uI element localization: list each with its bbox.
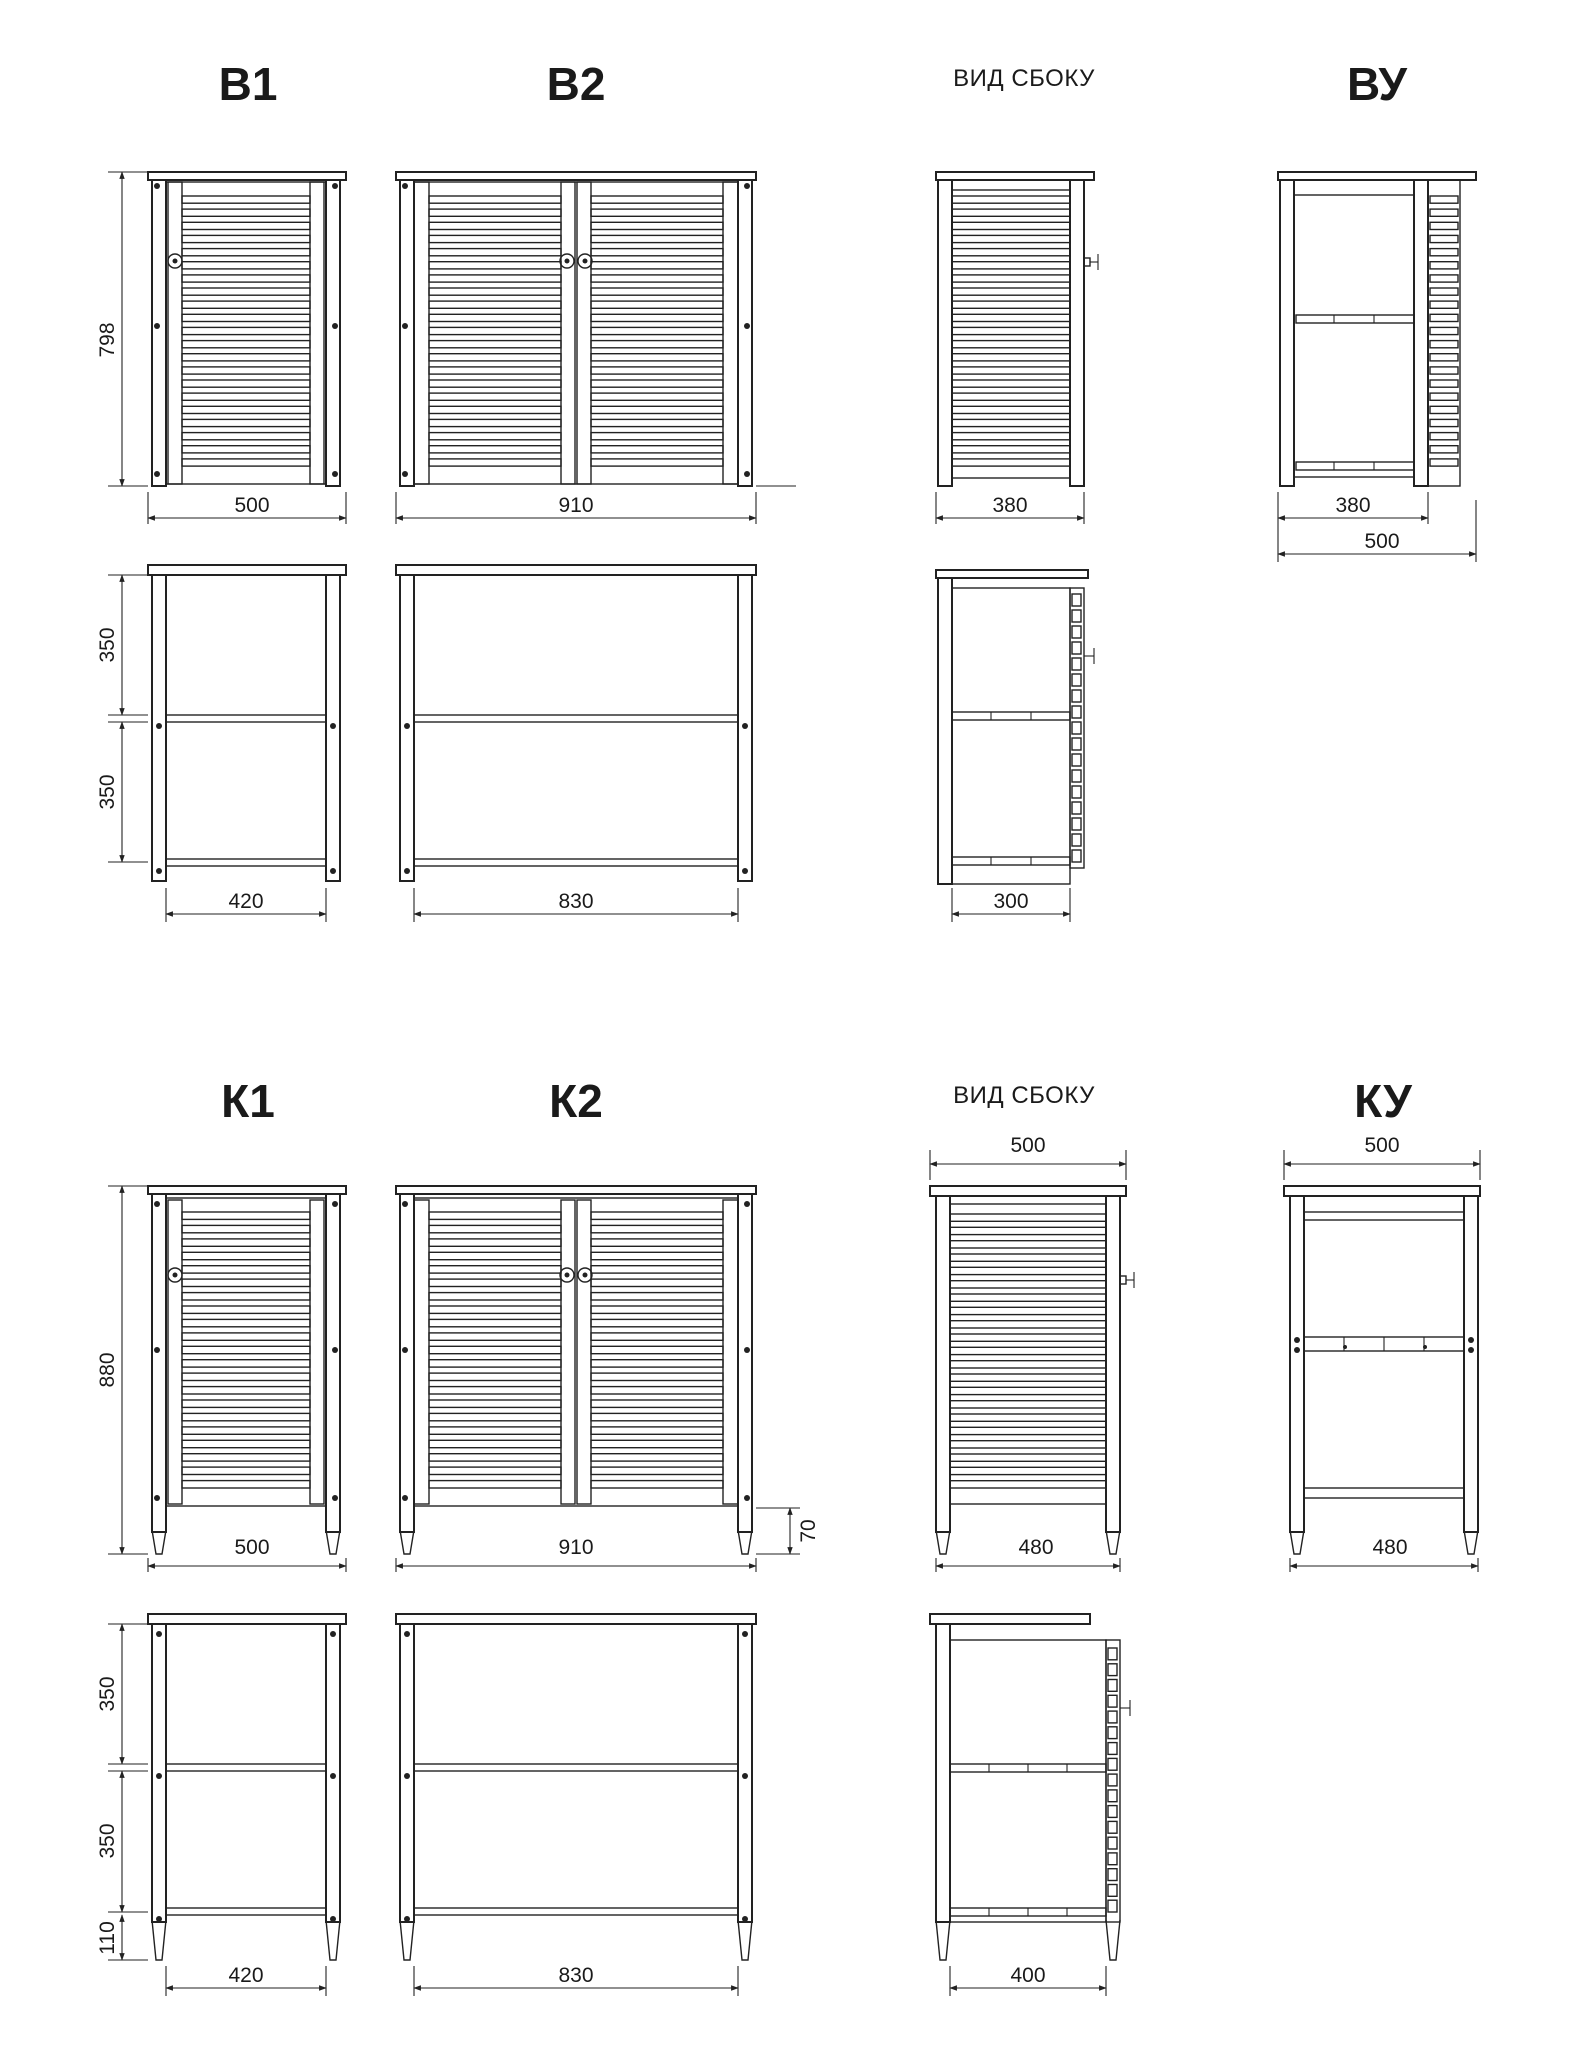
svg-text:420: 420 bbox=[228, 890, 264, 913]
dimension-b2-inner-830 bbox=[414, 888, 738, 922]
title-b2: В2 bbox=[546, 58, 606, 110]
dimension-b2-width-910 bbox=[396, 492, 756, 524]
dimension-shelf-lower-350 bbox=[96, 722, 148, 862]
dimension-k-shelf-lower-350 bbox=[96, 1771, 148, 1912]
side-view-bottom-section bbox=[930, 1614, 1130, 1960]
svg-text:830: 830 bbox=[558, 1964, 594, 1987]
cabinet-b2-front bbox=[396, 172, 796, 486]
svg-text:400: 400 bbox=[1010, 1964, 1046, 1987]
cabinet-ku-corner bbox=[1284, 1186, 1480, 1554]
dimension-leg-height-70 bbox=[756, 1508, 820, 1554]
svg-text:350: 350 bbox=[96, 627, 119, 663]
svg-text:910: 910 bbox=[558, 494, 594, 517]
title-corner-vu: ВУ bbox=[1346, 58, 1408, 110]
dimension-vu-width-500 bbox=[1278, 500, 1476, 562]
dimension-b1-inner-420 bbox=[166, 888, 326, 922]
dimension-side-inner-400 bbox=[950, 1964, 1106, 1996]
dimension-shelf-upper-350 bbox=[96, 575, 148, 715]
svg-text:350: 350 bbox=[96, 1676, 119, 1712]
dimension-k2-inner-830 bbox=[414, 1964, 738, 1996]
side-view-top-doors bbox=[936, 172, 1098, 486]
dimension-ku-width-480 bbox=[1290, 1536, 1478, 1572]
side-view-top-section bbox=[936, 570, 1094, 884]
svg-text:70: 70 bbox=[797, 1519, 820, 1543]
svg-text:480: 480 bbox=[1372, 1536, 1408, 1559]
title-side-view-bottom: ВИД СБОКУ bbox=[953, 1082, 1095, 1109]
cabinet-k2-open bbox=[396, 1614, 756, 1960]
title-k2: К2 bbox=[549, 1075, 603, 1127]
dimension-k2-width-910 bbox=[396, 1536, 756, 1572]
svg-text:880: 880 bbox=[96, 1352, 119, 1388]
cabinet-k1-front bbox=[148, 1186, 346, 1554]
dimension-k1-width-500 bbox=[148, 1536, 346, 1572]
svg-text:830: 830 bbox=[558, 890, 594, 913]
dimension-k-shelf-upper-350 bbox=[96, 1624, 148, 1764]
svg-text:350: 350 bbox=[96, 774, 119, 810]
dimension-vu-inner-380 bbox=[1278, 492, 1428, 524]
dimension-k1-inner-420 bbox=[166, 1964, 326, 1996]
dimension-height-798 bbox=[96, 172, 148, 486]
svg-text:500: 500 bbox=[1364, 530, 1400, 553]
svg-text:500: 500 bbox=[234, 1536, 270, 1559]
dimension-side-top-500 bbox=[930, 1134, 1126, 1180]
dimension-b1-width-500 bbox=[148, 492, 346, 524]
dimension-side-width-480 bbox=[936, 1536, 1120, 1572]
cabinet-k2-front bbox=[396, 1186, 756, 1554]
cabinet-b2-open bbox=[396, 565, 756, 881]
svg-text:110: 110 bbox=[96, 1921, 119, 1955]
cabinet-b1-front bbox=[148, 172, 346, 486]
dimension-ku-top-500 bbox=[1284, 1134, 1480, 1180]
title-side-view-top: ВИД СБОКУ bbox=[953, 65, 1095, 92]
dimension-height-880 bbox=[96, 1186, 148, 1554]
svg-text:500: 500 bbox=[1010, 1134, 1046, 1157]
svg-text:380: 380 bbox=[1335, 494, 1371, 517]
dimension-leg-bottom-110 bbox=[96, 1915, 148, 1960]
svg-text:500: 500 bbox=[234, 494, 270, 517]
cabinet-k1-open bbox=[148, 1614, 346, 1960]
title-k1: К1 bbox=[221, 1075, 275, 1127]
cabinet-vu-corner bbox=[1278, 172, 1476, 486]
svg-text:500: 500 bbox=[1364, 1134, 1400, 1157]
svg-text:300: 300 bbox=[993, 890, 1029, 913]
cabinet-b1-open bbox=[148, 565, 346, 881]
svg-text:380: 380 bbox=[992, 494, 1028, 517]
svg-text:420: 420 bbox=[228, 1964, 264, 1987]
dimension-side-width-380 bbox=[936, 492, 1084, 524]
svg-text:910: 910 bbox=[558, 1536, 594, 1559]
title-corner-ku: КУ bbox=[1354, 1075, 1412, 1127]
svg-text:350: 350 bbox=[96, 1823, 119, 1859]
svg-text:480: 480 bbox=[1018, 1536, 1054, 1559]
title-b1: В1 bbox=[218, 58, 278, 110]
dimension-side-inner-300 bbox=[952, 888, 1070, 922]
side-view-bottom-doors bbox=[930, 1186, 1134, 1554]
svg-text:798: 798 bbox=[96, 322, 119, 358]
